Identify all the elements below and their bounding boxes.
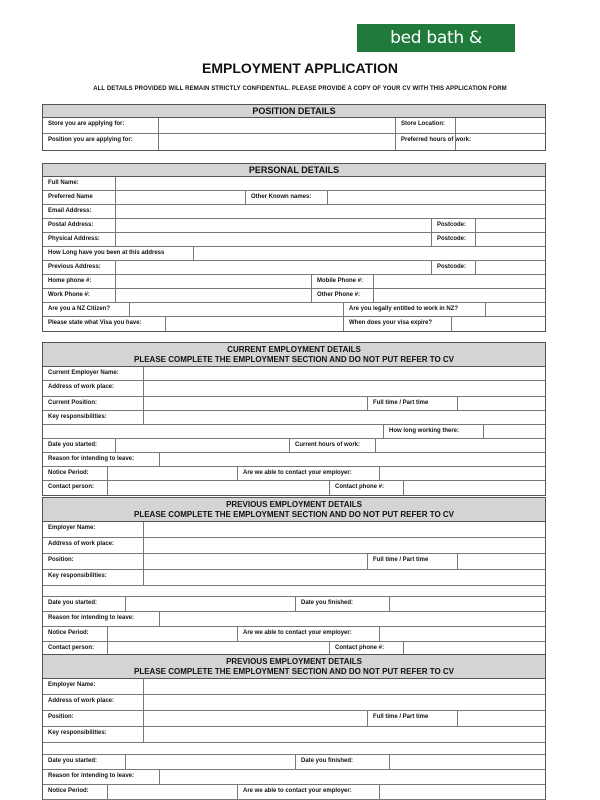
prev1-reason-input[interactable] <box>159 612 545 626</box>
field-label: Date you finished: <box>295 597 389 611</box>
form-row <box>43 118 545 134</box>
form-row <box>43 711 545 727</box>
form-row <box>43 570 545 586</box>
form-row-blank[interactable] <box>43 743 545 755</box>
form-row <box>43 439 545 453</box>
field-label: Employer Name: <box>48 682 96 688</box>
form-row <box>43 233 545 247</box>
field-label: Address of work place: <box>48 698 115 704</box>
field-label: Current Employer Name: <box>48 370 119 376</box>
other-phone-input[interactable] <box>373 289 545 302</box>
full-name-input[interactable] <box>115 177 545 190</box>
previous-postcode-input[interactable] <box>475 261 545 274</box>
prev1-finish-date-input[interactable] <box>389 597 545 611</box>
field-label: Please state what Visa you have: <box>48 320 142 326</box>
position-details-section <box>42 104 546 151</box>
current-position-input[interactable] <box>143 397 367 410</box>
form-row <box>43 785 545 800</box>
field-label: Previous Address: <box>48 264 101 270</box>
field-label: When does your visa expire? <box>343 317 451 331</box>
form-row <box>43 275 545 289</box>
store-input[interactable] <box>158 118 395 133</box>
field-label: Date you started: <box>48 442 98 448</box>
prev2-responsibilities-input[interactable] <box>143 727 545 742</box>
field-label: Store you are applying for: <box>48 121 125 127</box>
form-row <box>43 538 545 554</box>
prev2-employer-input[interactable] <box>143 679 545 694</box>
form-row <box>43 425 545 439</box>
form-row <box>43 467 545 481</box>
other-names-input[interactable] <box>327 191 545 204</box>
previous-employment-section-1 <box>42 497 546 658</box>
field-label: Are you a NZ Citizen? <box>48 306 111 312</box>
field-label: Address of work place: <box>48 384 115 390</box>
field-label: Current Position: <box>48 400 97 406</box>
home-phone-input[interactable] <box>115 275 311 288</box>
field-label: Key responsibilities: <box>48 414 107 420</box>
section-header <box>43 655 545 679</box>
form-row <box>43 261 545 275</box>
form-row <box>43 247 545 261</box>
how-long-working-input[interactable] <box>483 425 545 438</box>
current-contact-employer-input[interactable] <box>379 467 545 480</box>
field-label: Contact person: <box>48 484 95 490</box>
section-title: CURRENT EMPLOYMENT DETAILS <box>227 345 361 354</box>
field-label: Contact phone #: <box>329 481 403 495</box>
form-row <box>43 367 545 381</box>
current-contact-person-input[interactable] <box>107 481 329 495</box>
field-label: Other Known names: <box>245 191 327 204</box>
form-row <box>43 554 545 570</box>
field-label: Date you started: <box>48 758 98 764</box>
prev1-responsibilities-input[interactable] <box>143 570 545 585</box>
section-title: PREVIOUS EMPLOYMENT DETAILS <box>226 657 362 666</box>
form-row <box>43 177 545 191</box>
entitled-input[interactable] <box>485 303 545 316</box>
store-location-input[interactable] <box>455 118 545 133</box>
field-label: Contact person: <box>48 645 95 651</box>
field-label: Employer Name: <box>48 525 96 531</box>
field-label: Physical Address: <box>48 236 100 242</box>
form-row <box>43 755 545 770</box>
current-start-date-input[interactable] <box>115 439 289 452</box>
field-label: How long working there: <box>383 425 483 438</box>
field-label: Contact phone #: <box>329 642 403 657</box>
prev2-contact-employer-input[interactable] <box>379 785 545 799</box>
current-address-input[interactable] <box>143 381 545 396</box>
field-label: Postal Address: <box>48 222 94 228</box>
section-title: PREVIOUS EMPLOYMENT DETAILS <box>226 500 362 509</box>
field-label: Date you started: <box>48 600 98 606</box>
form-title: EMPLOYMENT APPLICATION <box>202 60 398 76</box>
preferred-name-input[interactable] <box>115 191 245 204</box>
section-instruction: PLEASE COMPLETE THE EMPLOYMENT SECTION AND DO NOT PUT REFER TO CV <box>133 510 455 519</box>
prev2-fulltime-input[interactable] <box>457 711 545 726</box>
field-label: Position: <box>48 714 74 720</box>
prev1-contact-employer-input[interactable] <box>379 627 545 641</box>
form-subtitle: ALL DETAILS PROVIDED WILL REMAIN STRICTLY CONFIDENTIAL. PLEASE PROVIDE A COPY OF YOUR CV WITH THIS APPLICATION FORM <box>93 86 507 92</box>
current-employer-input[interactable] <box>143 367 545 380</box>
form-row <box>43 612 545 627</box>
form-row <box>43 205 545 219</box>
section-instruction: PLEASE COMPLETE THE EMPLOYMENT SECTION AND DO NOT PUT REFER TO CV <box>133 355 455 364</box>
field-label: How Long have you been at this address <box>48 250 165 256</box>
field-label: Email Address: <box>48 208 92 214</box>
field-label: Work Phone #: <box>48 292 90 298</box>
section-instruction: PLEASE COMPLETE THE EMPLOYMENT SECTION AND DO NOT PUT REFER TO CV <box>133 667 455 676</box>
form-row-blank[interactable] <box>43 586 545 597</box>
field-label: Address of work place: <box>48 541 115 547</box>
form-row <box>43 219 545 233</box>
field-label: Full time / Part time <box>367 397 457 410</box>
prev2-reason-input[interactable] <box>159 770 545 784</box>
current-reason-input[interactable] <box>159 453 545 466</box>
field-label: Current hours of work: <box>289 439 375 452</box>
form-row <box>43 303 545 317</box>
form-row <box>43 289 545 303</box>
form-row <box>43 770 545 785</box>
field-label: Full time / Part time <box>367 711 457 726</box>
field-label: Full Name: <box>48 180 79 186</box>
previous-address-input[interactable] <box>115 261 431 274</box>
field-label: Preferred hours of work: <box>395 134 455 150</box>
form-row <box>43 522 545 538</box>
prev2-start-date-input[interactable] <box>125 755 295 769</box>
prev1-fulltime-input[interactable] <box>457 554 545 569</box>
mobile-phone-input[interactable] <box>373 275 545 288</box>
field-label: Postcode: <box>431 219 475 232</box>
form-row <box>43 679 545 695</box>
prev1-notice-input[interactable] <box>107 627 237 641</box>
form-row <box>43 381 545 397</box>
prev1-start-date-input[interactable] <box>125 597 295 611</box>
field-label: Are you legally entitled to work in NZ? <box>343 303 485 316</box>
form-row <box>43 597 545 612</box>
work-phone-input[interactable] <box>115 289 311 302</box>
field-label: Date you finished: <box>295 755 389 769</box>
email-input[interactable] <box>115 205 545 218</box>
field-label: Postcode: <box>431 261 475 274</box>
field-label: Mobile Phone #: <box>311 275 373 288</box>
current-notice-input[interactable] <box>107 467 237 480</box>
current-responsibilities-input[interactable] <box>143 411 545 424</box>
physical-postcode-input[interactable] <box>475 233 545 246</box>
postal-postcode-input[interactable] <box>475 219 545 232</box>
field-label: Postcode: <box>431 233 475 246</box>
field-label: Store Location: <box>395 118 455 133</box>
current-hours-input[interactable] <box>375 439 545 452</box>
field-label: Key responsibilities: <box>48 573 107 579</box>
field-label: Position: <box>48 557 74 563</box>
company-logo: bed bath & beyond <box>357 24 515 52</box>
form-row <box>43 191 545 205</box>
physical-address-input[interactable] <box>115 233 431 246</box>
how-long-address-input[interactable] <box>193 247 545 260</box>
position-input[interactable] <box>158 134 395 150</box>
field-label: Reason for intending to leave: <box>48 615 135 621</box>
field-label: Notice Period: <box>48 470 89 476</box>
field-label: Notice Period: <box>48 630 89 636</box>
section-header: PERSONAL DETAILS <box>43 164 545 177</box>
form-row <box>43 397 545 411</box>
form-row <box>43 453 545 467</box>
preferred-hours-input[interactable] <box>455 134 545 150</box>
visa-input[interactable] <box>165 317 343 331</box>
section-header: POSITION DETAILS <box>43 105 545 118</box>
field-label: Key responsibilities: <box>48 730 107 736</box>
nz-citizen-input[interactable] <box>129 303 343 316</box>
current-contact-phone-input[interactable] <box>403 481 545 495</box>
field-label: Are we able to contact your employer: <box>237 467 379 480</box>
prev1-address-input[interactable] <box>143 538 545 553</box>
field-label: Other Phone #: <box>311 289 373 302</box>
prev2-finish-date-input[interactable] <box>389 755 545 769</box>
current-fulltime-input[interactable] <box>457 397 545 410</box>
visa-expire-input[interactable] <box>451 317 545 331</box>
form-row <box>43 317 545 331</box>
section-header <box>43 498 545 522</box>
form-row <box>43 411 545 425</box>
prev1-employer-input[interactable] <box>143 522 545 537</box>
postal-address-input[interactable] <box>115 219 431 232</box>
prev1-position-input[interactable] <box>143 554 367 569</box>
field-label: Are we able to contact your employer: <box>237 627 379 641</box>
field-label: Reason for intending to leave: <box>48 773 135 779</box>
prev2-notice-input[interactable] <box>107 785 237 799</box>
field-label: Preferred Name <box>48 194 93 200</box>
field-label: Position you are applying for: <box>48 137 133 143</box>
current-responsibilities-extra[interactable] <box>43 425 383 438</box>
form-row <box>43 134 545 150</box>
field-label: Are we able to contact your employer: <box>237 785 379 799</box>
prev2-position-input[interactable] <box>143 711 367 726</box>
section-header <box>43 343 545 367</box>
form-row <box>43 695 545 711</box>
previous-employment-section-2 <box>42 654 546 800</box>
field-label: Home phone #: <box>48 278 92 284</box>
prev2-address-input[interactable] <box>143 695 545 710</box>
current-employment-section <box>42 342 546 496</box>
field-label: Full time / Part time <box>367 554 457 569</box>
form-row <box>43 627 545 642</box>
personal-details-section <box>42 163 546 332</box>
field-label: Reason for intending to leave: <box>48 456 135 462</box>
form-row <box>43 481 545 495</box>
form-row <box>43 727 545 743</box>
field-label: Notice Period: <box>48 788 89 794</box>
